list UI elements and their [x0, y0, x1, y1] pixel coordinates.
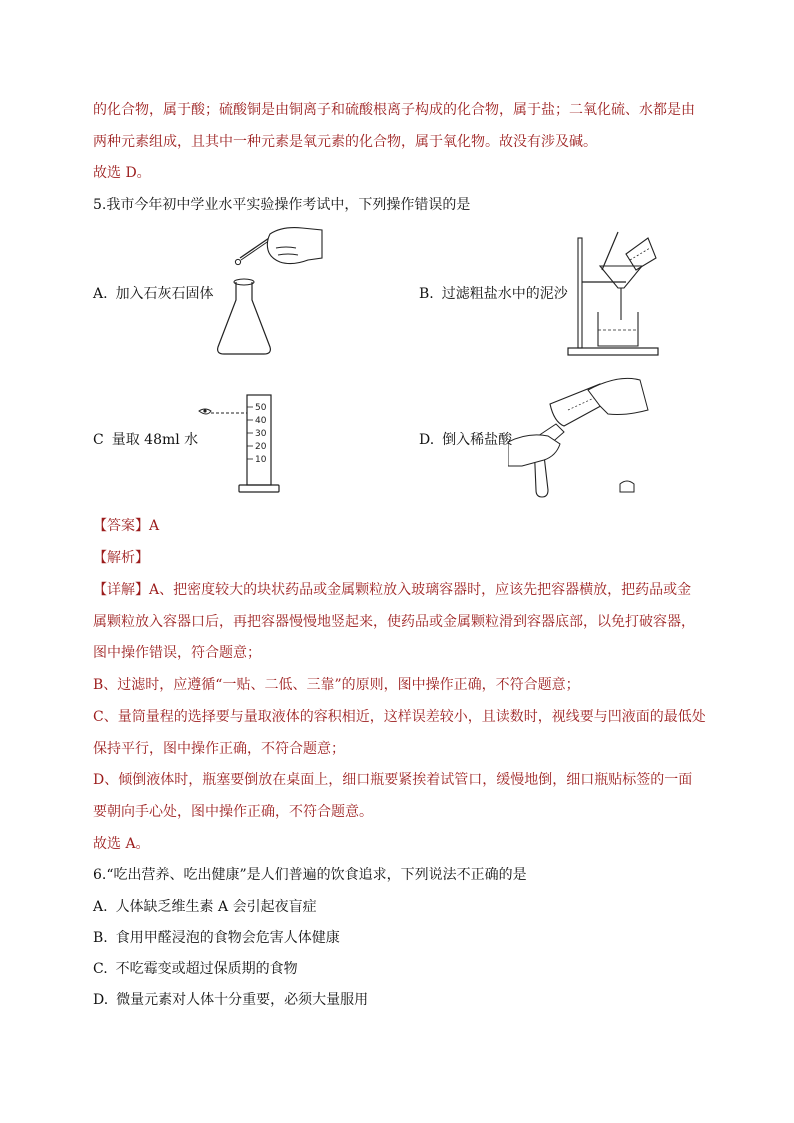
detail-line: 图中操作错误，符合题意； [93, 645, 261, 661]
detail-line: C、量筒量程的选择要与量取液体的容积相近，这样误差较小，且读数时，视线要与凹液面的最低处 [93, 709, 706, 725]
q5-option-c [93, 431, 198, 449]
tick-label: 30 [255, 429, 267, 439]
option-letter: A. [93, 899, 108, 915]
q6-option-c [93, 960, 298, 978]
analysis-label: 【解析】 [93, 550, 149, 566]
option-text: 人体缺乏维生素 A 会引起夜盲症 [115, 899, 317, 915]
option-text: 食用甲醛浸泡的食物会危害人体健康 [115, 930, 340, 946]
option-letter: A. [93, 286, 108, 302]
detail-text: A、把密度较大的块状药品或金属颗粒放入玻璃容器时，应该先把容器横放，把药品或金 [149, 582, 692, 598]
tick-label: 40 [255, 416, 267, 426]
detail-line: 属颗粒放入容器口后，再把容器慢慢地竖起来，使药品或金属颗粒滑到容器底部，以免打破容器， [93, 614, 695, 630]
tick-label: 20 [255, 442, 267, 452]
question-6-stem: 6.“吃出营养、吃出健康”是人们普遍的饮食追求，下列说法不正确的是 [93, 867, 527, 883]
option-letter: D. [419, 432, 435, 448]
detail-line: 要朝向手心处，图中操作正确，不符合题意。 [93, 804, 373, 820]
detail-line: D、倾倒液体时，瓶塞要倒放在桌面上，细口瓶要紧挨着试管口，缓慢地倒，细口瓶贴标签的一面 [93, 772, 693, 788]
option-text: 微量元素对人体十分重要，必须大量服用 [116, 992, 369, 1008]
answer-label: 【答案】A [93, 518, 160, 534]
option-text: 倒入稀盐酸 [442, 432, 513, 448]
detail-tag: 【详解】 [93, 582, 149, 598]
graduated-cylinder-illustration [195, 387, 285, 497]
q5-option-d [419, 431, 512, 449]
option-letter: D. [93, 992, 109, 1008]
option-text: 加入石灰石固体 [115, 286, 214, 302]
option-letter: C. [93, 961, 108, 977]
detail-line: B、过滤时，应遵循“一贴、二低、三靠”的原则，图中操作正确，不符合题意； [93, 677, 580, 693]
option-text: 不吃霉变或超过保质期的食物 [115, 961, 298, 977]
text-line: 故选 D。 [93, 165, 151, 181]
option-letter: B. [93, 930, 108, 946]
q6-option-d [93, 991, 368, 1009]
flask-tweezers-illustration [210, 222, 325, 357]
q6-option-a [93, 898, 317, 916]
option-letter: C [93, 432, 104, 448]
detail-line: 保持平行，图中操作正确，不符合题意； [93, 741, 345, 757]
option-letter: B. [419, 286, 434, 302]
option-text: 量取 48ml 水 [111, 432, 199, 448]
tick-label: 10 [255, 455, 267, 465]
text-line: 的化合物，属于酸；硫酸铜是由铜离子和硫酸根离子构成的化合物，属于盐；二氧化硫、水都是由 [93, 102, 695, 118]
q5-option-a [93, 285, 214, 303]
filtration-stand-illustration [566, 230, 661, 360]
q6-option-b [93, 929, 340, 947]
choice-line: 故选 A。 [93, 836, 150, 852]
option-text: 过滤粗盐水中的泥沙 [441, 286, 568, 302]
pouring-acid-illustration [508, 370, 658, 500]
detail-line [93, 581, 691, 599]
text-line: 两种元素组成，且其中一种元素是氧元素的化合物，属于氧化物。故没有涉及碱。 [93, 134, 597, 150]
tick-label: 50 [255, 403, 267, 413]
question-5-stem: 5.我市今年初中学业水平实验操作考试中，下列操作错误的是 [93, 197, 471, 213]
q5-option-b [419, 285, 568, 303]
